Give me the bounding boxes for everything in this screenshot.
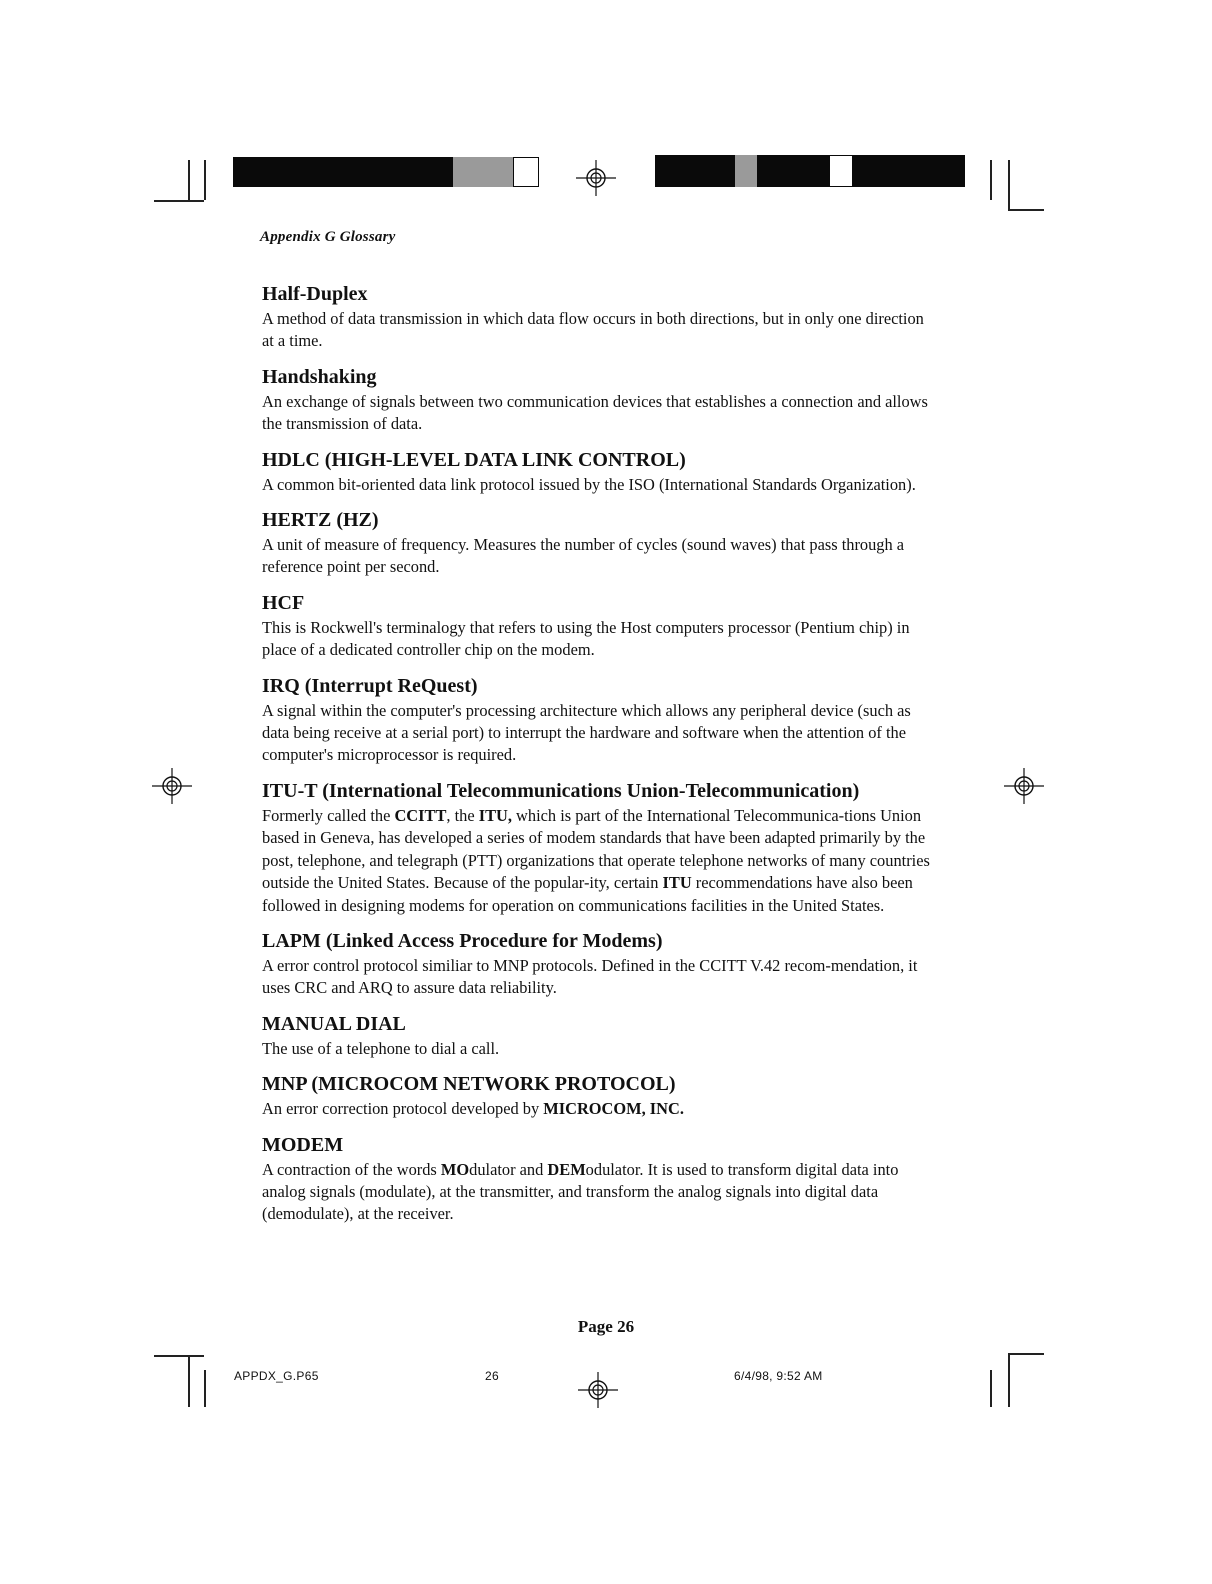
running-head: Appendix G Glossary — [260, 229, 396, 245]
glossary-entry — [262, 929, 932, 1000]
definition-text: odulator. It is used to transform digital data into analog signals (modulate), at the transmitter, and transform the analog signals into digital data (demodulate), at the receiver. — [262, 1159, 899, 1224]
glossary-entry — [262, 365, 932, 436]
glossary-entry — [262, 508, 932, 579]
printer-density-bar-right-mid — [757, 155, 829, 187]
definition-bold-term: DEM — [547, 1159, 586, 1179]
glossary-term: MODEM — [262, 1133, 344, 1156]
glossary-entry — [262, 1072, 932, 1120]
printer-density-bar-right — [655, 155, 735, 187]
glossary-term: HERTZ (HZ) — [262, 509, 379, 532]
glossary-definition: A common bit-oriented data link protocol issued by the ISO (International Standards Organization). — [262, 474, 916, 494]
glossary-definition: A unit of measure of frequency. Measures the number of cycles (sound waves) that pass through a reference point per second. — [262, 535, 905, 577]
glossary-definition: This is Rockwell's terminalogy that refers to using the Host computers processor (Pentium chip) in place of a dedicated controller chip on the modem. — [262, 617, 910, 660]
slug-filename: APPDX_G.P65 — [234, 1369, 319, 1383]
glossary-term: ITU-T (International Telecommunications Union-Telecommunication) — [262, 779, 860, 802]
glossary-definition: A method of data transmission in which data flow occurs in both directions, but in only one direction at a time. — [262, 309, 924, 351]
definition-text: , the — [446, 805, 479, 825]
registration-target-icon — [576, 158, 616, 198]
glossary-term: IRQ (Interrupt ReQuest) — [262, 674, 478, 697]
glossary-definition — [262, 1098, 932, 1120]
printer-density-bar-left-white — [513, 157, 539, 187]
glossary-definition: A signal within the computer's processing architecture which allows any peripheral device (such as data being receive at a serial port) to interrupt the hardware and software when the attention of the computer's microprocessor is required. — [262, 700, 911, 765]
glossary-entry — [262, 1012, 932, 1060]
definition-text: An error correction protocol developed by — [262, 1099, 544, 1119]
definition-bold-term: ITU, — [478, 805, 512, 825]
glossary-term: HDLC (HIGH-LEVEL DATA LINK CONTROL) — [262, 448, 686, 471]
glossary-definition — [262, 1159, 932, 1226]
printer-density-bar-right-gray — [735, 155, 757, 187]
definition-bold-term: MICROCOM, INC. — [543, 1099, 684, 1119]
slug-page-number: 26 — [485, 1369, 499, 1383]
glossary-term: LAPM (Linked Access Procedure for Modems) — [262, 929, 663, 952]
glossary-entry — [262, 448, 932, 496]
glossary-definition: An exchange of signals between two communication devices that establishes a connection and allows the transmission of data. — [262, 391, 928, 434]
printer-density-bar-left — [233, 157, 453, 187]
slug-timestamp: 6/4/98, 9:52 AM — [734, 1369, 823, 1383]
registration-target-icon — [1004, 766, 1044, 806]
glossary-entry — [262, 1133, 932, 1226]
definition-bold-term: ITU — [662, 873, 692, 893]
glossary-definition: The use of a telephone to dial a call. — [262, 1038, 500, 1058]
glossary-term: Half-Duplex — [262, 283, 368, 305]
definition-bold-term: CCITT — [394, 805, 447, 825]
glossary-term: Handshaking — [262, 365, 377, 388]
definition-bold-term: MO — [440, 1159, 470, 1179]
glossary-entry — [262, 282, 932, 353]
glossary-entry — [262, 779, 932, 917]
glossary-term: HCF — [262, 591, 305, 614]
definition-text: A contraction of the words — [262, 1159, 441, 1179]
printer-density-bar-right-white — [829, 155, 853, 187]
definition-text: recommendations have also been followed in designing modems for operation on communications facilities in the United States. — [262, 873, 913, 915]
glossary-definition: A error control protocol similiar to MNP protocols. Defined in the CCITT V.42 recom-mendation, it uses CRC and ARQ to assure data reliability. — [262, 955, 918, 998]
definition-text: which is part of the International Telecommunica-tions Union based in Geneva, has developed a series of modem standards that have been adapted primarily by the post, telephone, and telegraph (PTT) organizations that operate telephone networks of many countries outside the United States. Because of the popular-ity, certain — [262, 805, 930, 893]
glossary-list — [262, 282, 932, 1238]
printer-density-bar-left-gray — [453, 157, 513, 187]
definition-text: Formerly called the — [262, 805, 395, 825]
glossary-entry — [262, 674, 932, 767]
glossary-term: MNP (MICROCOM NETWORK PROTOCOL) — [262, 1073, 676, 1096]
definition-text: dulator and — [469, 1159, 548, 1179]
registration-target-icon — [152, 766, 192, 806]
page-number: Page 26 — [577, 1317, 635, 1336]
glossary-entry — [262, 591, 932, 662]
printer-density-bar-right-end — [853, 155, 965, 187]
registration-target-icon — [578, 1370, 618, 1410]
glossary-definition — [262, 805, 932, 917]
glossary-term: MANUAL DIAL — [262, 1012, 406, 1035]
